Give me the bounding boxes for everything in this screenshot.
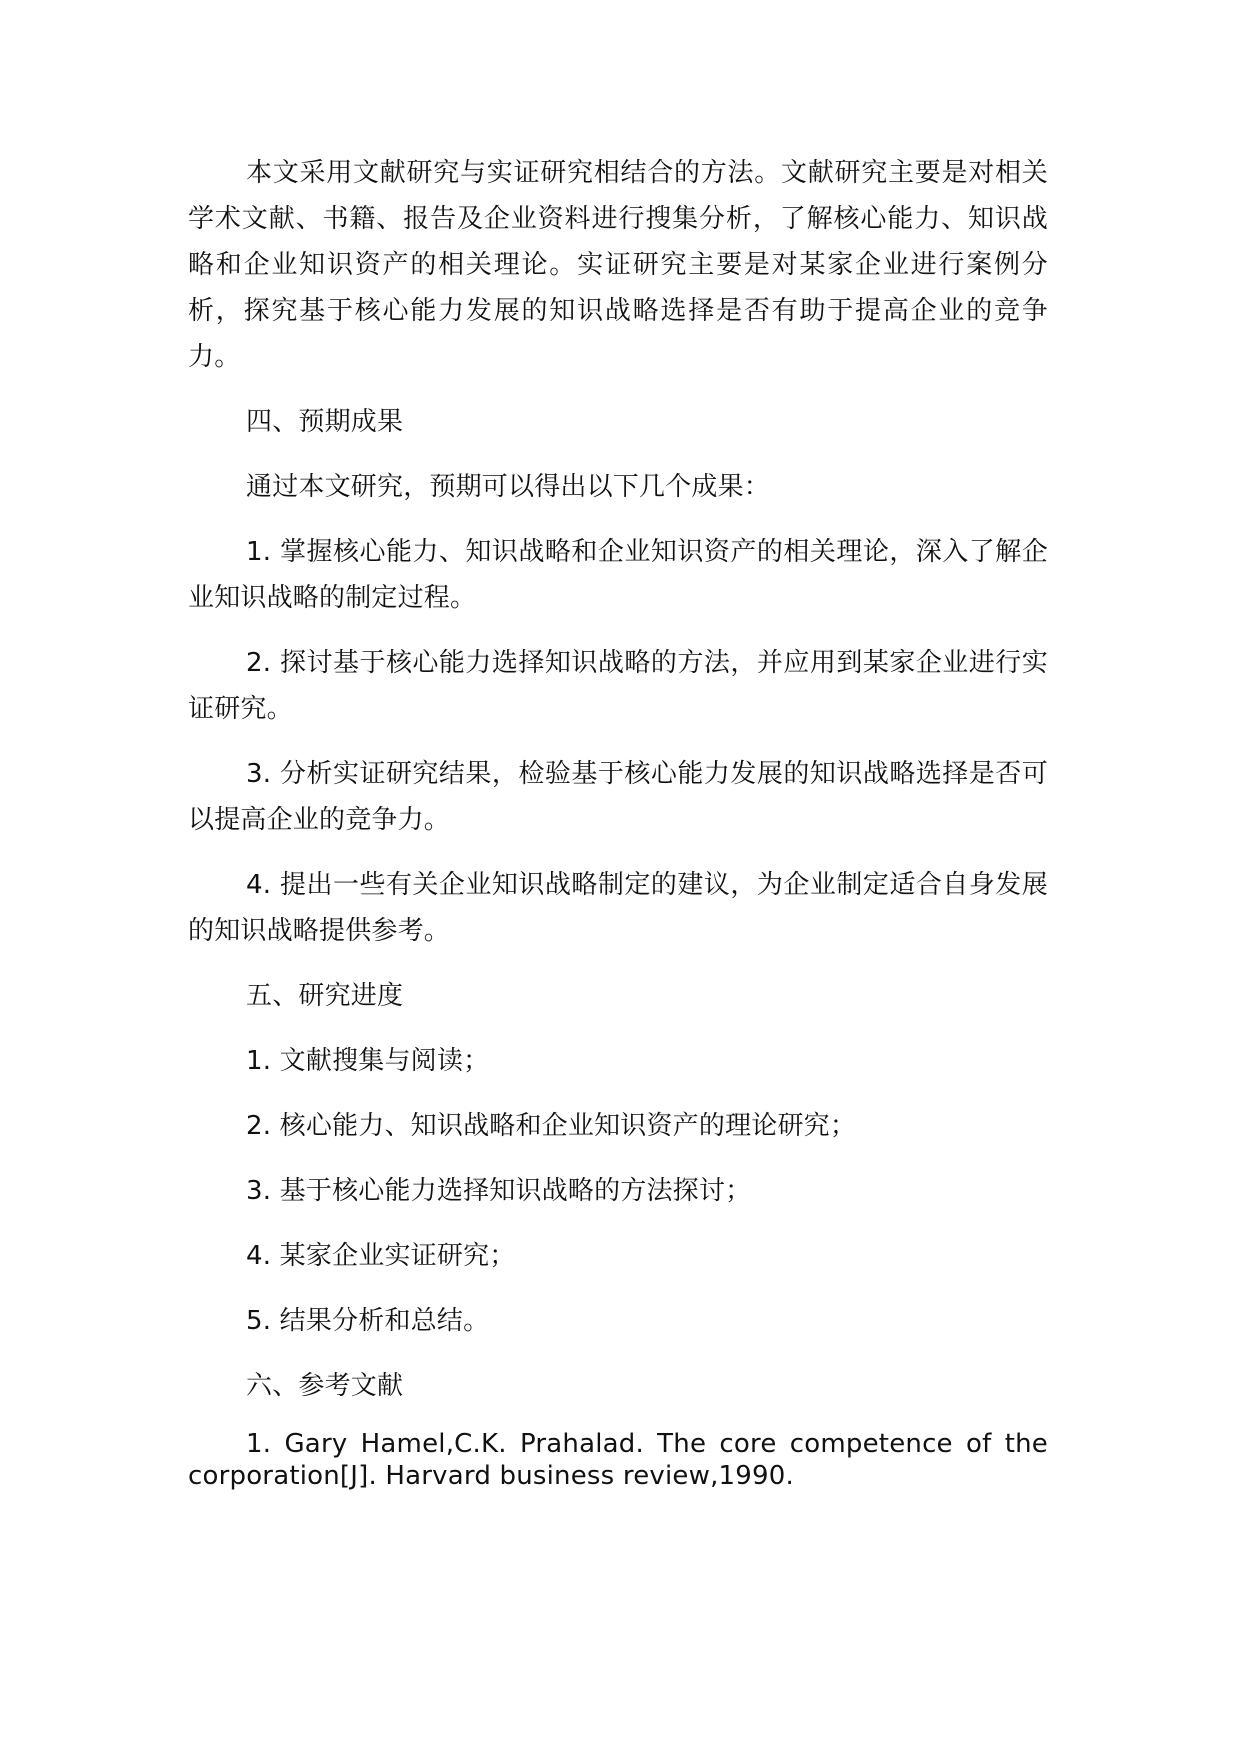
result-item-1: 1. 掌握核心能力、知识战略和企业知识资产的相关理论，深入了解企业知识战略的制定过程。 <box>188 537 1048 613</box>
progress-item-5: 5. 结果分析和总结。 <box>246 1306 490 1336</box>
reference-item-1: 1. Gary Hamel,C.K. Prahalad. The core competence of the corporation[J]. Harvard business review,1990. <box>188 1429 1048 1491</box>
result-item-3: 3. 分析实证研究结果，检验基于核心能力发展的知识战略选择是否可以提高企业的竞争力。 <box>188 759 1048 835</box>
result-item-2: 2. 探讨基于核心能力选择知识战略的方法，并应用到某家企业进行实证研究。 <box>188 648 1048 724</box>
heading-expected-results: 四、预期成果 <box>246 407 404 437</box>
result-item-4: 4. 提出一些有关企业知识战略制定的建议，为企业制定适合自身发展的知识战略提供参考。 <box>188 870 1048 946</box>
heading-references: 六、参考文献 <box>246 1371 404 1401</box>
paragraph-results-intro: 通过本文研究，预期可以得出以下几个成果： <box>246 472 771 502</box>
paragraph-methodology: 本文采用文献研究与实证研究相结合的方法。文献研究主要是对相关学术文献、书籍、报告及企业资料进行搜集分析，了解核心能力、知识战略和企业知识资产的相关理论。实证研究主要是对某家企业进行案例分析，探究基于核心能力发展的知识战略选择是否有助于提高企业的竞争力。 <box>188 158 1048 372</box>
progress-item-2: 2. 核心能力、知识战略和企业知识资产的理论研究； <box>246 1111 857 1141</box>
document-body <box>188 150 1048 1492</box>
progress-item-3: 3. 基于核心能力选择知识战略的方法探讨； <box>246 1176 752 1206</box>
progress-item-4: 4. 某家企业实证研究； <box>246 1241 516 1271</box>
heading-research-progress: 五、研究进度 <box>246 981 404 1011</box>
progress-item-1: 1. 文献搜集与阅读； <box>246 1046 490 1076</box>
